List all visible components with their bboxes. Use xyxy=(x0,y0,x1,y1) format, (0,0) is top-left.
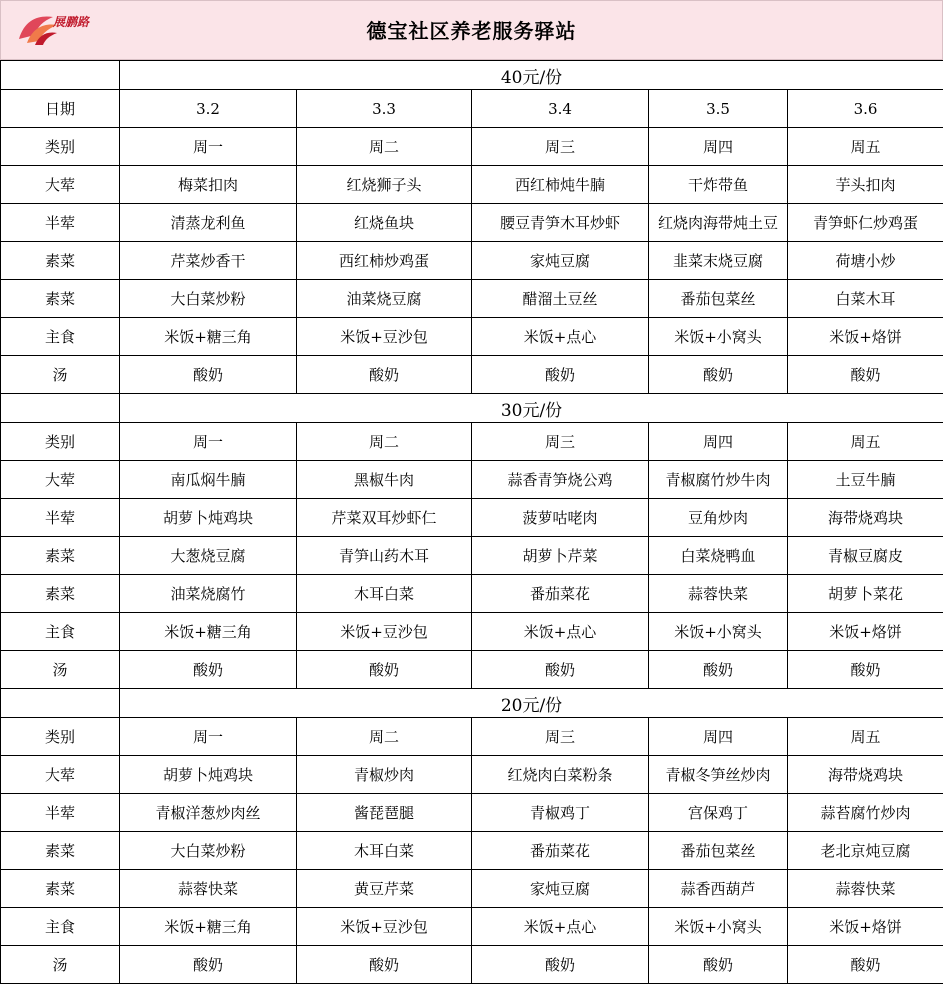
menu-cell: 周四 xyxy=(649,128,788,166)
menu-cell: 家炖豆腐 xyxy=(472,870,649,908)
price-header-row xyxy=(1,689,943,718)
menu-cell: 酸奶 xyxy=(649,946,788,984)
table-row xyxy=(1,613,943,651)
row-label: 汤 xyxy=(1,946,120,984)
menu-cell: 梅菜扣肉 xyxy=(120,166,297,204)
row-label: 汤 xyxy=(1,651,120,689)
menu-cell: 米饭+点心 xyxy=(472,908,649,946)
row-label: 素菜 xyxy=(1,870,120,908)
row-label: 半荤 xyxy=(1,499,120,537)
menu-cell: 荷塘小炒 xyxy=(788,242,943,280)
menu-cell: 红烧肉海带炖土豆 xyxy=(649,204,788,242)
menu-cell: 周五 xyxy=(788,423,943,461)
menu-cell: 酸奶 xyxy=(297,651,472,689)
menu-cell: 3.3 xyxy=(297,90,472,128)
menu-cell: 3.5 xyxy=(649,90,788,128)
table-row xyxy=(1,423,943,461)
table-row xyxy=(1,870,943,908)
table-row xyxy=(1,756,943,794)
row-label: 主食 xyxy=(1,613,120,651)
table-row xyxy=(1,242,943,280)
row-label: 大荤 xyxy=(1,756,120,794)
row-label: 类别 xyxy=(1,423,120,461)
menu-cell: 3.4 xyxy=(472,90,649,128)
menu-cell: 菠萝咕咾肉 xyxy=(472,499,649,537)
menu-cell: 木耳白菜 xyxy=(297,832,472,870)
menu-cell: 黑椒牛肉 xyxy=(297,461,472,499)
menu-cell: 蒜香青笋烧公鸡 xyxy=(472,461,649,499)
menu-cell: 周一 xyxy=(120,128,297,166)
table-row xyxy=(1,166,943,204)
menu-cell: 油菜烧豆腐 xyxy=(297,280,472,318)
menu-cell: 宫保鸡丁 xyxy=(649,794,788,832)
menu-cell: 青椒冬笋丝炒肉 xyxy=(649,756,788,794)
menu-cell: 米饭+小窝头 xyxy=(649,613,788,651)
menu-cell: 西红柿炖牛腩 xyxy=(472,166,649,204)
row-label: 素菜 xyxy=(1,280,120,318)
menu-cell: 米饭+点心 xyxy=(472,318,649,356)
menu-cell: 白菜烧鸭血 xyxy=(649,537,788,575)
menu-cell: 醋溜土豆丝 xyxy=(472,280,649,318)
menu-cell: 周二 xyxy=(297,128,472,166)
menu-cell: 红烧狮子头 xyxy=(297,166,472,204)
menu-cell: 酸奶 xyxy=(788,356,943,394)
row-label: 素菜 xyxy=(1,537,120,575)
menu-cell: 海带烧鸡块 xyxy=(788,499,943,537)
menu-cell: 周五 xyxy=(788,718,943,756)
table-row xyxy=(1,575,943,613)
menu-cell: 番茄包菜丝 xyxy=(649,280,788,318)
row-label: 类别 xyxy=(1,128,120,166)
menu-cell: 蒜苔腐竹炒肉 xyxy=(788,794,943,832)
price-label: 30元/份 xyxy=(120,394,943,423)
menu-cell: 芹菜双耳炒虾仁 xyxy=(297,499,472,537)
menu-cell: 腰豆青笋木耳炒虾 xyxy=(472,204,649,242)
menu-cell: 米饭+烙饼 xyxy=(788,318,943,356)
menu-cell: 周一 xyxy=(120,423,297,461)
row-label: 素菜 xyxy=(1,832,120,870)
row-label: 大荤 xyxy=(1,461,120,499)
menu-cell: 3.6 xyxy=(788,90,943,128)
menu-cell: 酸奶 xyxy=(472,946,649,984)
menu-cell: 番茄包菜丝 xyxy=(649,832,788,870)
menu-cell: 青椒洋葱炒肉丝 xyxy=(120,794,297,832)
menu-cell: 胡萝卜炖鸡块 xyxy=(120,756,297,794)
menu-cell: 蒜蓉快菜 xyxy=(649,575,788,613)
menu-cell: 青椒炒肉 xyxy=(297,756,472,794)
menu-cell: 土豆牛腩 xyxy=(788,461,943,499)
row-label: 日期 xyxy=(1,90,120,128)
menu-cell: 青椒腐竹炒牛肉 xyxy=(649,461,788,499)
row-label: 素菜 xyxy=(1,575,120,613)
table-row xyxy=(1,461,943,499)
menu-table xyxy=(0,60,943,984)
blank-cell xyxy=(1,61,120,90)
menu-cell: 干炸带鱼 xyxy=(649,166,788,204)
row-label: 主食 xyxy=(1,908,120,946)
price-label: 20元/份 xyxy=(120,689,943,718)
menu-cell: 清蒸龙利鱼 xyxy=(120,204,297,242)
blank-cell xyxy=(1,394,120,423)
table-row xyxy=(1,908,943,946)
menu-cell: 周五 xyxy=(788,128,943,166)
menu-cell: 周三 xyxy=(472,128,649,166)
menu-cell: 酸奶 xyxy=(472,356,649,394)
menu-cell: 米饭+烙饼 xyxy=(788,908,943,946)
price-header-row xyxy=(1,394,943,423)
menu-cell: 胡萝卜芹菜 xyxy=(472,537,649,575)
menu-cell: 木耳白菜 xyxy=(297,575,472,613)
table-row xyxy=(1,537,943,575)
menu-cell: 番茄菜花 xyxy=(472,575,649,613)
menu-cell: 酸奶 xyxy=(120,651,297,689)
menu-cell: 米饭+豆沙包 xyxy=(297,613,472,651)
price-label: 40元/份 xyxy=(120,61,943,90)
menu-cell: 酸奶 xyxy=(649,651,788,689)
menu-cell: 米饭+小窝头 xyxy=(649,908,788,946)
menu-cell: 青椒鸡丁 xyxy=(472,794,649,832)
blank-cell xyxy=(1,689,120,718)
menu-cell: 胡萝卜炖鸡块 xyxy=(120,499,297,537)
table-row xyxy=(1,280,943,318)
menu-cell: 黄豆芹菜 xyxy=(297,870,472,908)
menu-cell: 周四 xyxy=(649,718,788,756)
menu-cell: 周三 xyxy=(472,423,649,461)
menu-cell: 番茄菜花 xyxy=(472,832,649,870)
menu-cell: 家炖豆腐 xyxy=(472,242,649,280)
menu-cell: 酸奶 xyxy=(788,651,943,689)
table-row xyxy=(1,794,943,832)
row-label: 汤 xyxy=(1,356,120,394)
menu-cell: 红烧肉白菜粉条 xyxy=(472,756,649,794)
menu-cell: 胡萝卜菜花 xyxy=(788,575,943,613)
menu-cell: 大葱烧豆腐 xyxy=(120,537,297,575)
page-header xyxy=(0,0,943,60)
menu-cell: 酸奶 xyxy=(120,356,297,394)
menu-cell: 酸奶 xyxy=(649,356,788,394)
price-header-row xyxy=(1,61,943,90)
menu-cell: 米饭+糖三角 xyxy=(120,908,297,946)
table-row xyxy=(1,832,943,870)
row-label: 素菜 xyxy=(1,242,120,280)
logo-text: 展鹏路 xyxy=(53,13,89,30)
table-row xyxy=(1,204,943,242)
menu-cell: 周四 xyxy=(649,423,788,461)
table-row xyxy=(1,718,943,756)
table-row xyxy=(1,651,943,689)
menu-cell: 海带烧鸡块 xyxy=(788,756,943,794)
menu-cell: 米饭+烙饼 xyxy=(788,613,943,651)
menu-cell: 西红柿炒鸡蛋 xyxy=(297,242,472,280)
menu-cell: 酸奶 xyxy=(472,651,649,689)
menu-cell: 大白菜炒粉 xyxy=(120,280,297,318)
menu-cell: 米饭+点心 xyxy=(472,613,649,651)
row-label: 大荤 xyxy=(1,166,120,204)
menu-cell: 南瓜焖牛腩 xyxy=(120,461,297,499)
row-label: 半荤 xyxy=(1,204,120,242)
menu-cell: 酸奶 xyxy=(788,946,943,984)
menu-cell: 老北京炖豆腐 xyxy=(788,832,943,870)
menu-cell: 酱琵琶腿 xyxy=(297,794,472,832)
menu-cell: 3.2 xyxy=(120,90,297,128)
menu-cell: 蒜蓉快菜 xyxy=(120,870,297,908)
menu-cell: 蒜香西葫芦 xyxy=(649,870,788,908)
menu-cell: 米饭+豆沙包 xyxy=(297,908,472,946)
row-label: 半荤 xyxy=(1,794,120,832)
menu-cell: 米饭+小窝头 xyxy=(649,318,788,356)
menu-cell: 豆角炒肉 xyxy=(649,499,788,537)
menu-cell: 韭菜末烧豆腐 xyxy=(649,242,788,280)
menu-cell: 米饭+糖三角 xyxy=(120,613,297,651)
menu-cell: 大白菜炒粉 xyxy=(120,832,297,870)
menu-cell: 周一 xyxy=(120,718,297,756)
menu-cell: 芹菜炒香干 xyxy=(120,242,297,280)
row-label: 主食 xyxy=(1,318,120,356)
menu-cell: 米饭+豆沙包 xyxy=(297,318,472,356)
menu-cell: 青椒豆腐皮 xyxy=(788,537,943,575)
table-row xyxy=(1,499,943,537)
menu-cell: 青笋虾仁炒鸡蛋 xyxy=(788,204,943,242)
page-title: 德宝社区养老服务驿站 xyxy=(1,1,942,61)
menu-cell: 周二 xyxy=(297,718,472,756)
menu-cell: 蒜蓉快菜 xyxy=(788,870,943,908)
menu-cell: 油菜烧腐竹 xyxy=(120,575,297,613)
menu-cell: 酸奶 xyxy=(297,356,472,394)
menu-cell: 周三 xyxy=(472,718,649,756)
menu-cell: 芋头扣肉 xyxy=(788,166,943,204)
table-row xyxy=(1,128,943,166)
menu-cell: 酸奶 xyxy=(120,946,297,984)
menu-cell: 青笋山药木耳 xyxy=(297,537,472,575)
row-label: 类别 xyxy=(1,718,120,756)
menu-cell: 酸奶 xyxy=(297,946,472,984)
menu-cell: 红烧鱼块 xyxy=(297,204,472,242)
table-row xyxy=(1,90,943,128)
menu-cell: 周二 xyxy=(297,423,472,461)
menu-cell: 米饭+糖三角 xyxy=(120,318,297,356)
table-row xyxy=(1,356,943,394)
table-row xyxy=(1,318,943,356)
menu-cell: 白菜木耳 xyxy=(788,280,943,318)
